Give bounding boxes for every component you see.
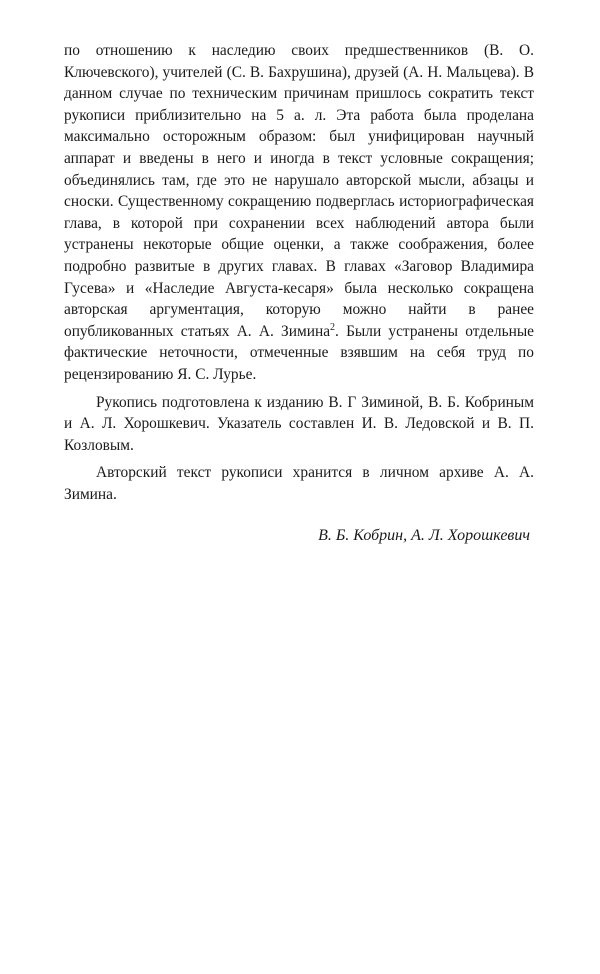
- paragraph-preparation: Рукопись подготовлена к изданию В. Г Зиминой, В. Б. Кобриным и А. Л. Хорошкевич. Указатель составлен И. В. Ледовской и В. П. Козловым.: [64, 393, 534, 454]
- footnote-reference: 2: [330, 321, 336, 333]
- paragraph-continuation: [64, 40, 534, 386]
- paragraph-text-tail: . Были устранены отдельные фактические неточности, отмеченные взявшим на себя труд по рецензированию Я. С. Лурье.: [64, 322, 534, 383]
- page-text: [64, 40, 534, 547]
- paragraph-archive: Авторский текст рукописи хранится в личном архиве А. А. Зимина.: [64, 464, 534, 503]
- paragraph-text: по отношению к наследию своих предшественников (В. О. Ключевского), учителей (С. В. Бахрушина), друзей (А. Н. Мальцева). В данном случае по техническим причинам пришлось сократить текст рукописи приблизительно на 5 а. л. Эта работа была проделана максимально осторожным образом: был унифицирован научный аппарат и введены в него и иногда в текст условные сокращения; объединялись там, где это не нарушало авторской мысли, абзацы и сноски. Существенному сокращению подверглась историографическая глава, в которой при сохранении всех наблюдений автора были устранены некоторые общие оценки, а также соображения, более подробно развитые в других главах. В главах «Заговор Владимира Гусева» и «Наследие Августа-кесаря» была несколько сокращена авторская аргументация, которую можно найти в ранее опубликованных статьях А. А. Зимина: [64, 42, 534, 340]
- signature: В. Б. Кобрин, А. Л. Хорошкевич: [318, 527, 530, 545]
